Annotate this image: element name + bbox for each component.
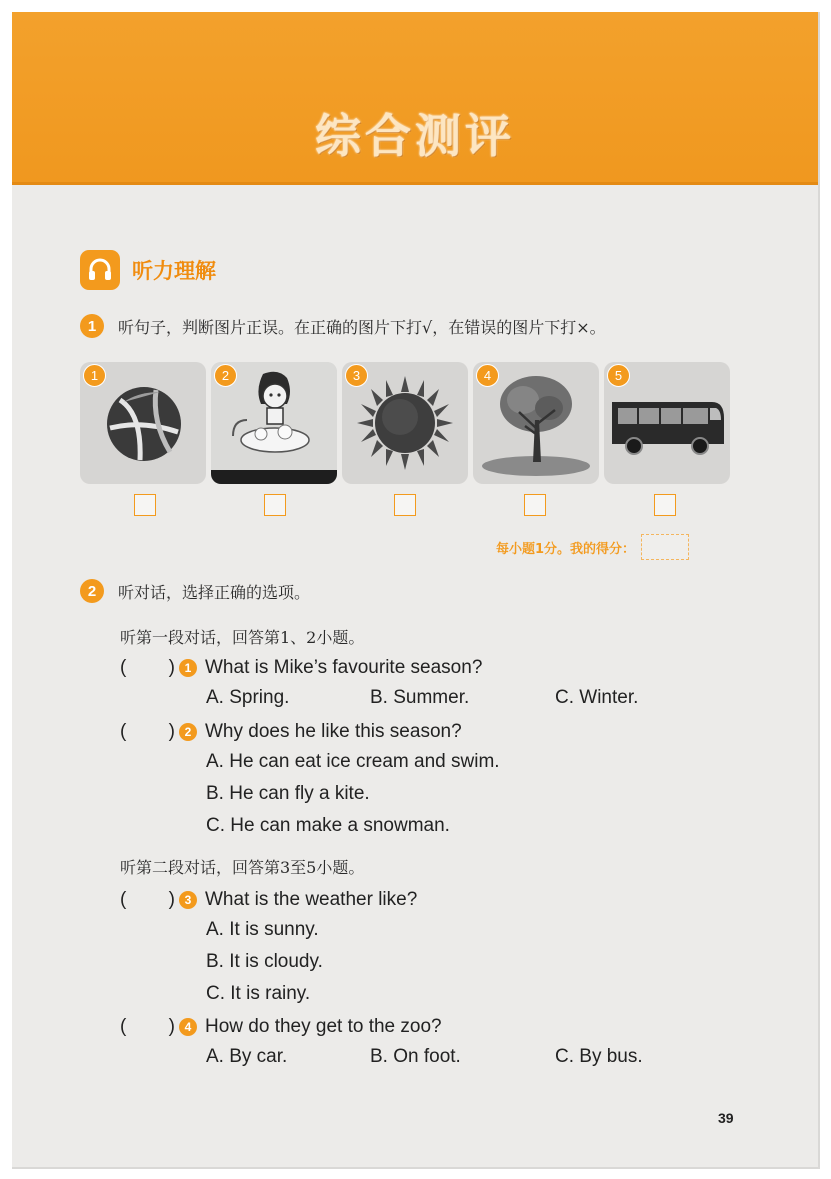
part1-number-badge: 1 [80, 314, 104, 338]
question-text-4: How do they get to the zoo? [205, 1016, 442, 1037]
dialog2-intro: 听第二段对话，回答第3至5小题。 [120, 858, 365, 877]
part1-instruction: 听句子，判断图片正误。在正确的图片下打√，在错误的图片下打×。 [118, 317, 606, 337]
answer-blank-1[interactable]: ( ) [120, 657, 175, 678]
part2-heading [80, 579, 310, 603]
picture-card-1 [80, 362, 206, 484]
score-box[interactable] [641, 534, 689, 560]
page-number: 39 [718, 1110, 734, 1126]
question-text-1: What is Mike’s favourite season? [205, 657, 483, 678]
answer-checkbox-1[interactable] [134, 494, 156, 516]
q4-option-a[interactable]: A. By car. [206, 1046, 288, 1067]
picture-card-5 [604, 362, 730, 484]
q3-option-a[interactable]: A. It is sunny. [206, 919, 319, 940]
question-1 [120, 657, 482, 679]
score-label: 每小题1分。我的得分： [496, 541, 636, 557]
answer-blank-3[interactable]: ( ) [120, 889, 175, 910]
q3-option-b[interactable]: B. It is cloudy. [206, 951, 323, 972]
part2-number-badge: 2 [80, 579, 104, 603]
section-title: 听力理解 [132, 259, 216, 283]
question-text-3: What is the weather like? [205, 889, 418, 910]
q2-option-b[interactable]: B. He can fly a kite. [206, 783, 370, 804]
picture-row [80, 362, 730, 484]
q2-option-c[interactable]: C. He can make a snowman. [206, 815, 450, 836]
question-text-2: Why does he like this season? [205, 721, 462, 742]
question-3 [120, 889, 417, 911]
part2-instruction: 听对话，选择正确的选项。 [118, 582, 311, 602]
picture-card-3 [342, 362, 468, 484]
question-4 [120, 1016, 442, 1038]
dialog1-intro: 听第一段对话，回答第1、2小题。 [120, 628, 365, 647]
picture-card-2 [211, 362, 337, 484]
page-title: 综合测评 [315, 109, 515, 163]
score-line [496, 534, 689, 560]
q3-option-c[interactable]: C. It is rainy. [206, 983, 311, 1004]
answer-blank-2[interactable]: ( ) [120, 721, 175, 742]
question-number-4: 4 [179, 1018, 197, 1036]
answer-blank-4[interactable]: ( ) [120, 1016, 175, 1037]
q4-option-b[interactable]: B. On foot. [370, 1046, 461, 1067]
picture-number-3: 3 [345, 364, 368, 387]
q1-option-b[interactable]: B. Summer. [370, 687, 470, 708]
workbook-page [12, 12, 820, 1169]
q4-option-c[interactable]: C. By bus. [555, 1046, 643, 1067]
picture-number-4: 4 [476, 364, 499, 387]
answer-checkbox-4[interactable] [524, 494, 546, 516]
question-2 [120, 721, 462, 743]
part1-heading [80, 314, 606, 338]
q1-option-a[interactable]: A. Spring. [206, 687, 290, 708]
question-number-2: 2 [179, 723, 197, 741]
question-number-1: 1 [179, 659, 197, 677]
question-number-3: 3 [179, 891, 197, 909]
answer-checkbox-2[interactable] [264, 494, 286, 516]
headphones-icon [80, 250, 120, 290]
answer-checkbox-3[interactable] [394, 494, 416, 516]
title-banner [12, 12, 818, 185]
q1-option-c[interactable]: C. Winter. [555, 687, 639, 708]
picture-number-5: 5 [607, 364, 630, 387]
q2-option-a[interactable]: A. He can eat ice cream and swim. [206, 751, 500, 772]
picture-number-1: 1 [83, 364, 106, 387]
picture-card-4 [473, 362, 599, 484]
answer-checkbox-5[interactable] [654, 494, 676, 516]
section-heading [80, 250, 216, 290]
picture-number-2: 2 [214, 364, 237, 387]
